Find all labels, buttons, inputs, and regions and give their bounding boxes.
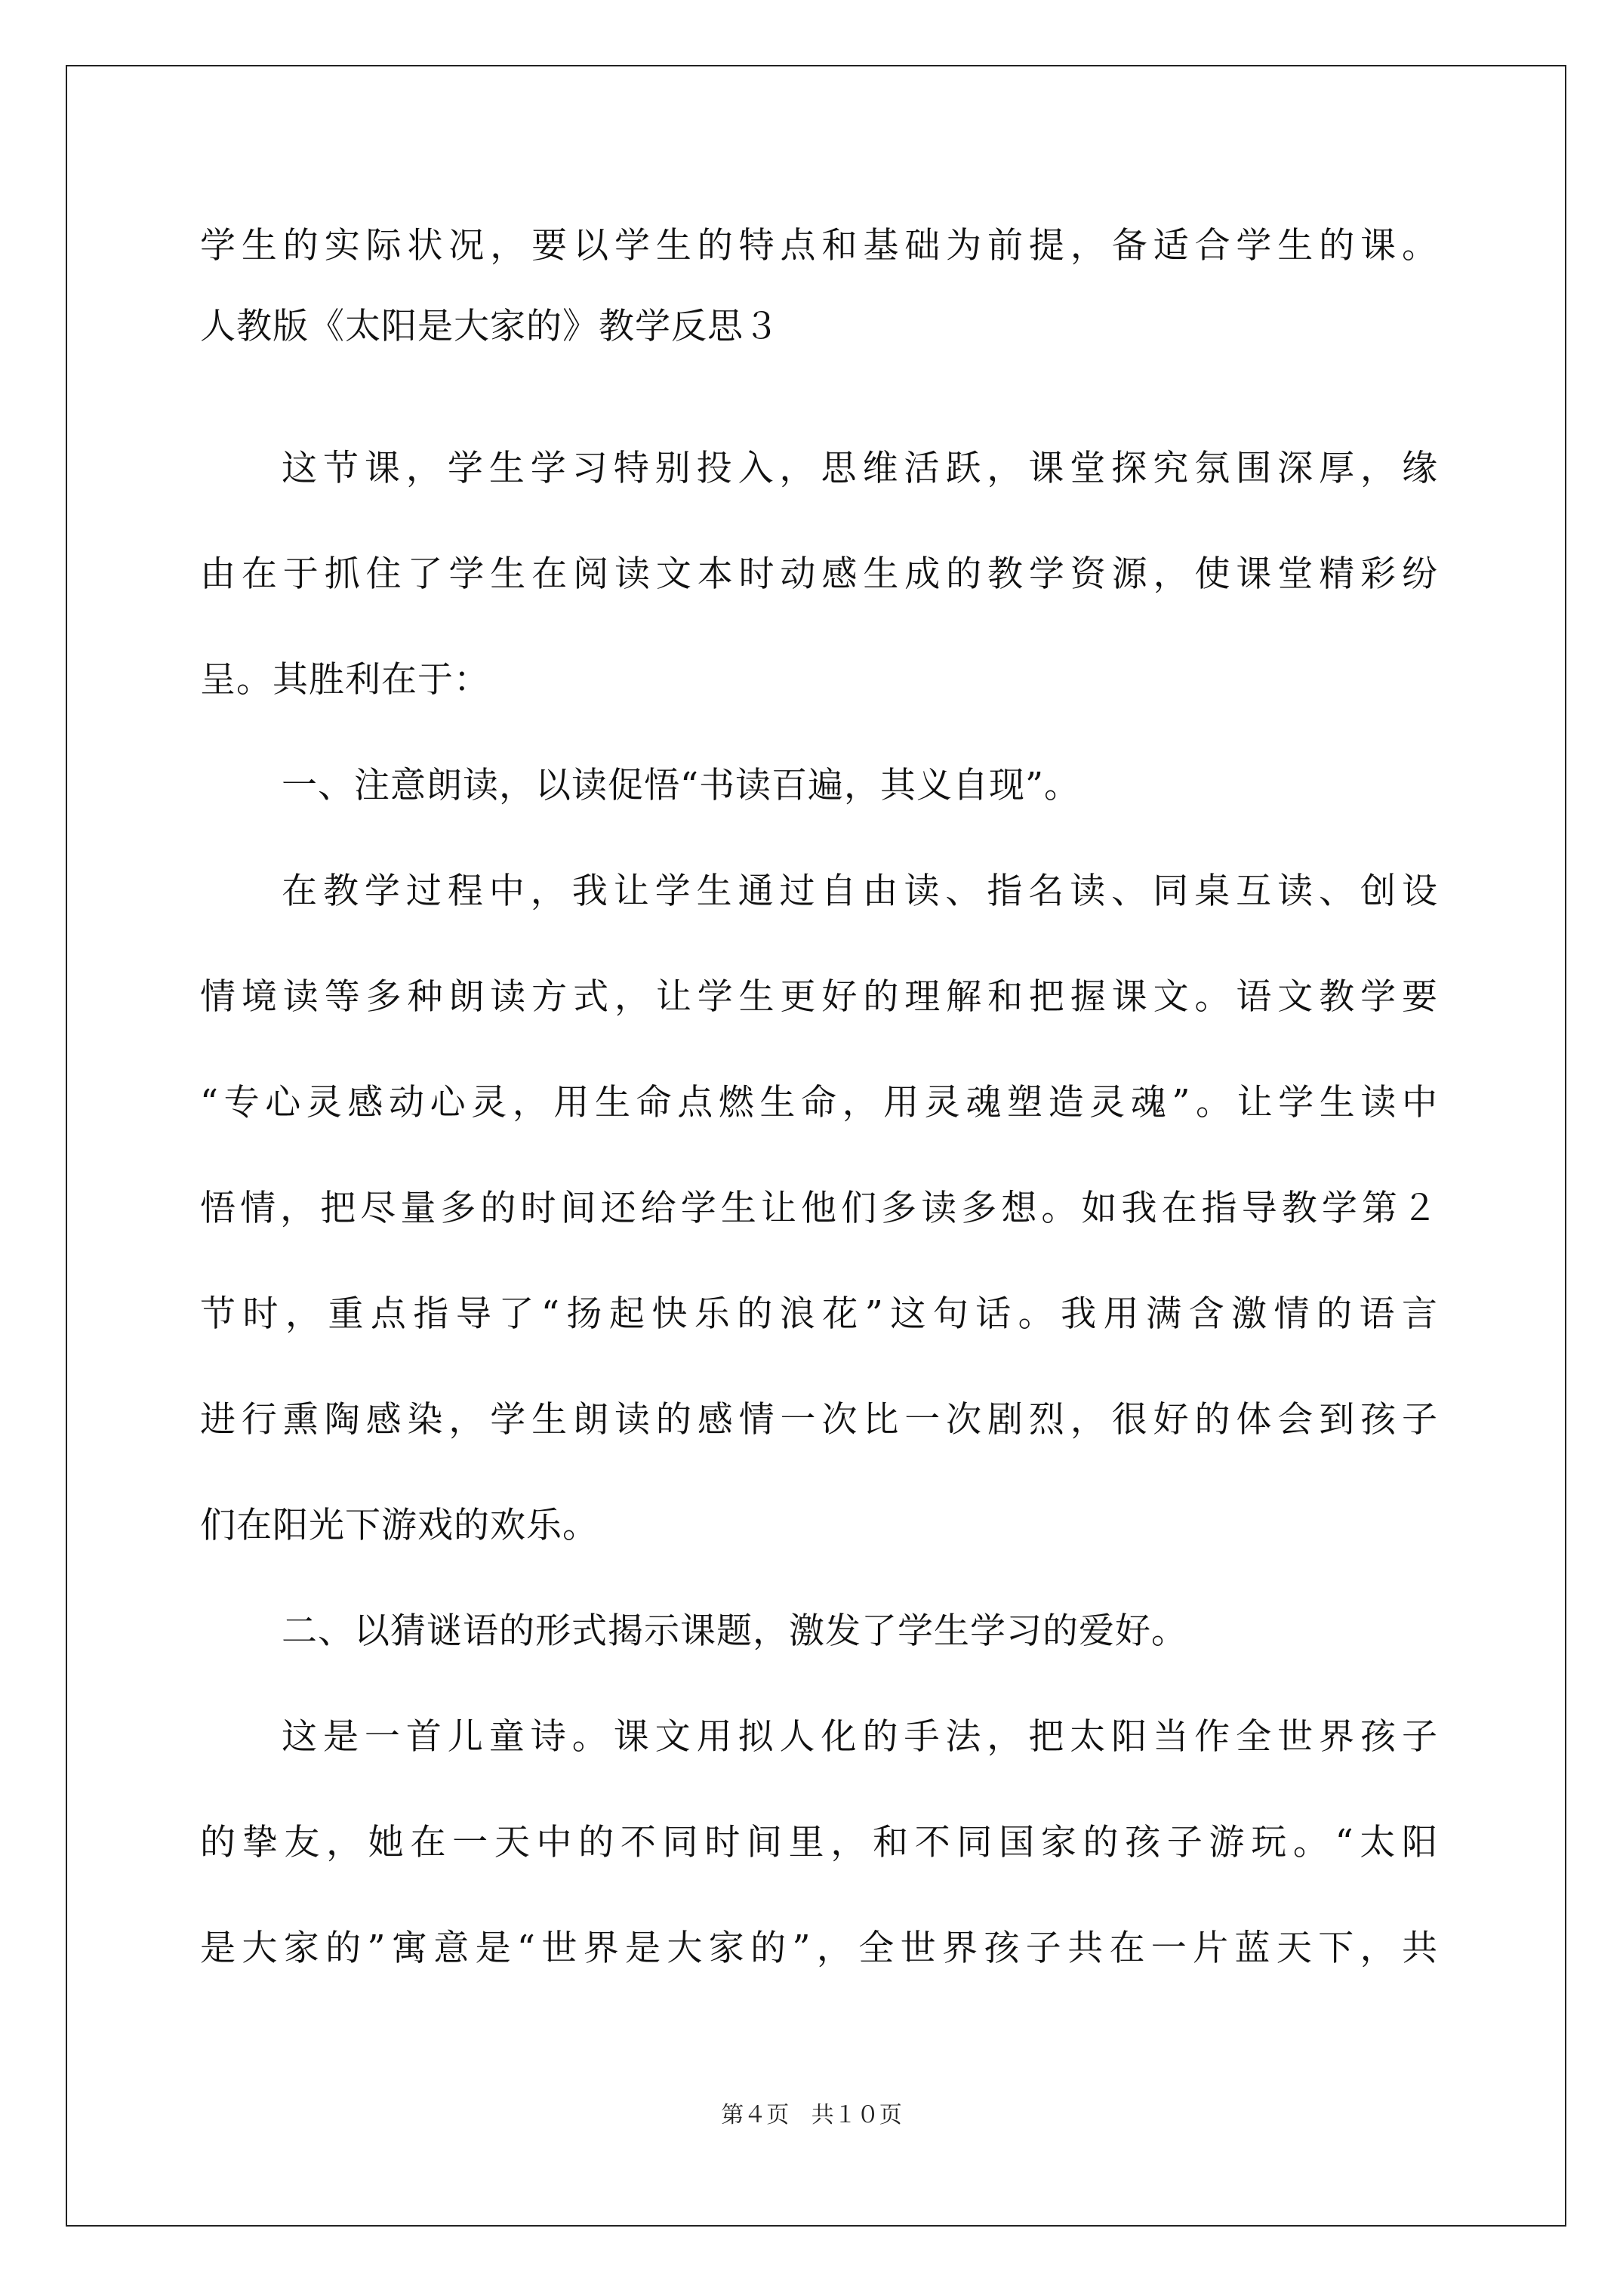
text-line: 由在于抓住了学生在阅读文本时动感生成的教学资源，使课堂精彩纷 — [200, 553, 1438, 595]
page-border — [66, 65, 1566, 2227]
text-line: 这节课，学生学习特别投入，思维活跃，课堂探究氛围深厚，缘 — [282, 448, 1438, 489]
text-line: 是大家的”寓意是“世界是大家的”，全世界孩子共在一片蓝天下，共 — [200, 1928, 1438, 1969]
section-heading: 人教版《太阳是大家的》教学反思３ — [200, 306, 780, 347]
text-line: 的挚友，她在一天中的不同时间里，和不同国家的孩子游玩。“太阳 — [200, 1822, 1438, 1863]
text-line: 二、以猜谜语的形式揭示课题，激发了学生学习的爱好。 — [282, 1610, 1187, 1652]
page-total: 共１０页 — [811, 2102, 902, 2128]
text-line: 进行熏陶感染，学生朗读的感情一次比一次剧烈，很好的体会到孩子 — [200, 1399, 1438, 1441]
text-line: 悟情，把尽量多的时间还给学生让他们多读多想。如我在指导教学第２ — [200, 1188, 1438, 1229]
text-line: 节时，重点指导了“扬起快乐的浪花”这句话。我用满含激情的语言 — [200, 1293, 1438, 1335]
text-line: 呈。其胜利在于： — [200, 659, 490, 701]
text-line: 们在阳光下游戏的欢乐。 — [200, 1505, 599, 1546]
page-footer — [0, 2100, 1623, 2131]
page-number: 第４页 — [721, 2102, 790, 2128]
text-line: “专心灵感动心灵，用生命点燃生命，用灵魂塑造灵魂”。让学生读中 — [200, 1082, 1438, 1123]
text-line: 这是一首儿童诗。课文用拟人化的手法，把太阳当作全世界孩子 — [282, 1716, 1438, 1758]
text-line: 在教学过程中，我让学生通过自由读、指名读、同桌互读、创设 — [282, 871, 1438, 912]
text-line: 情境读等多种朗读方式，让学生更好的理解和把握课文。语文教学要 — [200, 976, 1438, 1018]
text-line: 一、注意朗读，以读促悟“书读百遍，其义自现”。 — [282, 765, 1081, 806]
text-line: 学生的实际状况，要以学生的特点和基础为前提，备适合学生的课。 — [200, 225, 1438, 267]
